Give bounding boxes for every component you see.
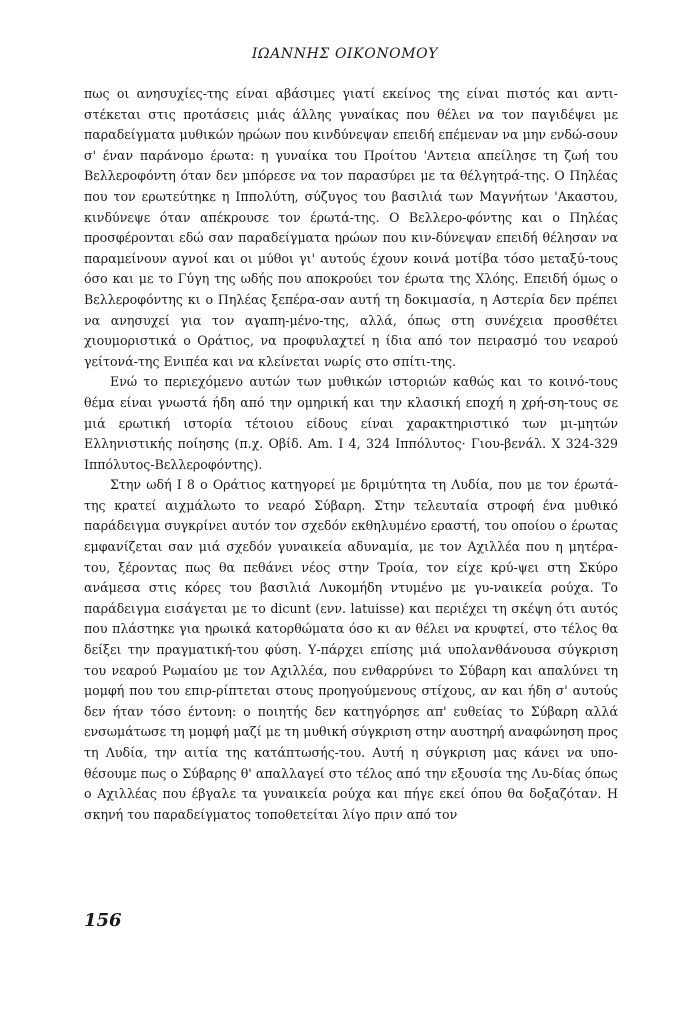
paragraph: πως οι ανησυχίες-της είναι αβάσιμες γιατί εκείνος της είναι πιστός και αντι-στέκεται στις προτάσεις μιάς άλλης γυναίκας που θέλει να τον παγιδέψει με παραδείγματα μυθικών ηρώων που κινδύνεψαν επειδή επέμεναν να μην ενδώ-σουν σ' έναν παράνομο έρωτα: η γυναίκα του Προίτου 'Αντεια απείλησε τη ζωή του Βελλεροφόντη όταν δεν μπόρεσε να τον παρασύρει με τα θέλγητρά-της. Ο Πηλέας που τον ερωτεύτηκε η Ιππολύτη, σύζυγος του βασιλιά των Μαγνήτων 'Ακαστου, κινδύνεψε όταν απέκρουσε τον έρωτά-της. Ο Βελλερο-φόντης και ο Πηλέας προσφέρονται εδώ σαν παραδείγματα ηρώων που κιν-δύνεψαν επειδή θέλησαν να παραμείνουν αγνοί και οι μύθοι γι' αυτούς έχουν κοινά μοτίβα τόσο μεταξύ-τους όσο και με το Γύγη της ωδής που αποκρούει τον έρωτα της Χλόης. Επειδή όμως ο Βελλεροφόντης κι ο Πηλέας ξεπέρα-σαν αυτή τη δοκιμασία, η Αστερία δεν πρέπει να ανησυχεί για τον αγαπη-μένο-της, αλλά, όπως στη συνέχεια προσθέτει χιουμοριστικά ο Οράτιος, να προφυλαχτεί η ίδια από τον πειρασμό του νεαρού γείτονά-της Ενιπέα και να κλείνεται νωρίς στο σπίτι-της. [84,86,618,369]
page-number: 156 [84,910,122,931]
paragraph: Ενώ το περιεχόμενο αυτών των μυθικών ιστοριών καθώς και το κοινό-τους θέμα είναι γνωστά ήδη από την ομηρική και την κλασική εποχή η χρή-ση-τους σε μιά ερωτική ιστορία τέτοιου είδους είναι χαρακτηριστικό των μι-μητών Ελληνιστικής ποίησης (π.χ. Οβίδ. Am. I 4, 324 Ιππόλυτος· Γιου-βενάλ. X 324-329 Ιππόλυτος-Βελλεροφόντης). [84,374,618,472]
paragraph: Στην ωδή I 8 ο Οράτιος κατηγορεί με δριμύτητα τη Λυδία, που με τον έρωτά-της κρατεί αιχμάλωτο το νεαρό Σύβαρη. Στην τελευταία στροφή ένα μυθικό παράδειγμα συγκρίνει αυτόν τον σχεδόν εκθηλυμένο εραστή, του οποίου ο έρωτας εμφανίζεται σαν μιά σχεδόν γυναικεία αδυναμία, με τον Αχιλλέα που η μητέρα-του, ξέροντας πως θα πεθάνει νέος στην Τροία, τον είχε κρύ-ψει στη Σκύρο ανάμεσα στις κόρες του βασιλιά Λυκομήδη ντυμένο με γυ-ναικεία ρούχα. Το παράδειγμα εισάγεται με το dicunt (ενν. latuisse) και περιέχει τη σκέψη ότι αυτός που πλάστηκε για ηρωικά κατορθώματα όσο κι αν θέλει να κρυφτεί, στο τέλος θα δείξει την πραγματική-του φύση. Υ-πάρχει επίσης μιά υπολανθάνουσα σύγκριση του νεαρού Ρωμαίου με τον Αχιλλέα, που ενθαρρύνει το Σύβαρη και απαλύνει τη μομφή που του επιρ-ρίπτεται στους προηγούμενους στίχους, αν και ήδη σ' αυτούς δεν ήταν τόσο έντονη: ο ποιητής δεν κατηγόρησε απ' ευθείας το Σύβαρη αλλά ενσωμάτωσε τη μομφή μαζί με τη μυθική σύγκριση στην αυστηρή αναφώνηση προς τη Λυδία, την αιτία της κατάπτωσής-του. Αυτή η σύγκριση μας κάνει να υπο-θέσουμε πως ο Σύβαρης θ' απαλλαγεί στο τέλος από την εξουσία της Λυ-δίας όπως ο Αχιλλέας που έβγαλε τα γυναικεία ρούχα και πήγε εκεί όπου θα δοξαζόταν. Η σκηνή του παραδείγματος τοποθετείται λίγο πριν από τον [84,477,618,822]
running-header: ΙΩΑΝΝΗΣ ΟΙΚΟΝΟΜΟΥ [251,46,439,62]
body-text [84,84,618,825]
